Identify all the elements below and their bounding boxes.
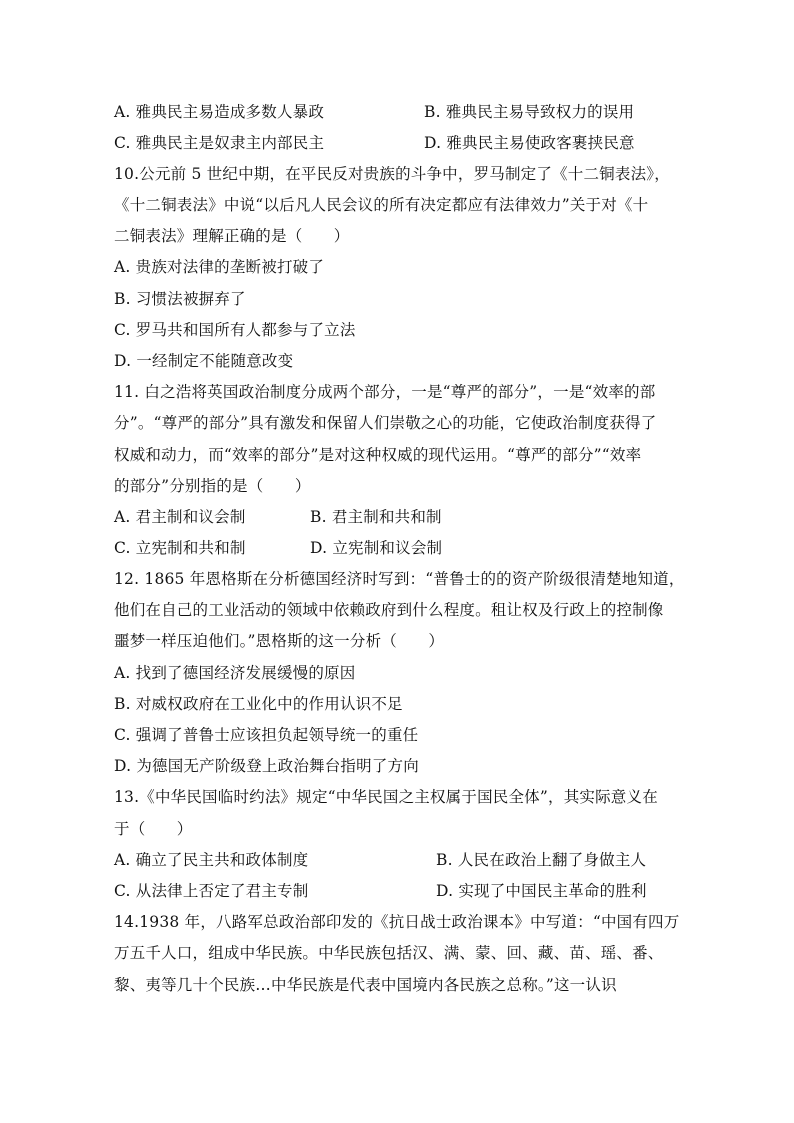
q9-option-b: B. 雅典民主易导致权力的误用 (424, 103, 635, 121)
q11-option-d: D. 立宪制和议会制 (310, 539, 443, 557)
q10-stem-line-3: 二铜表法》理解正确的是（ ） (114, 227, 350, 245)
q11-option-c: C. 立宪制和共和制 (114, 539, 246, 557)
q14-stem-line-2: 万五千人口，组成中华民族。中华民族包括汉、满、蒙、回、藏、苗、瑶、番、 (114, 944, 664, 962)
q13-option-c: C. 从法律上否定了君主专制 (114, 882, 309, 900)
q11-stem-line-4: 的部分”分别指的是（ ） (114, 477, 311, 495)
q14-stem-line-3: 黎、夷等几十个民族…中华民族是代表中国境内各民族之总称。”这一认识 (114, 976, 617, 994)
q11-option-b: B. 君主制和共和制 (310, 508, 442, 526)
q11-stem-line-1: 11. 白之浩将英国政治制度分成两个部分，一是“尊严的部分”，一是“效率的部 (114, 383, 656, 401)
q12-option-a: A. 找到了德国经济发展缓慢的原因 (114, 664, 356, 682)
q13-stem-line-1: 13.《中华民国临时约法》规定“中华民国之主权属于国民全体”，其实际意义在 (114, 788, 658, 806)
q13-option-a: A. 确立了民主共和政体制度 (114, 851, 309, 869)
q10-stem-line-2: 《十二铜表法》中说“以后凡人民会议的所有决定都应有法律效力”关于对《十 (114, 196, 649, 214)
q11-option-a: A. 君主制和议会制 (114, 508, 246, 526)
q13-option-b: B. 人民在政治上翻了身做主人 (436, 851, 647, 869)
q9-option-a: A. 雅典民主易造成多数人暴政 (114, 103, 325, 121)
q14-stem-line-1: 14.1938 年，八路军总政治部印发的《抗日战士政治课本》中写道：“中国有四万 (114, 913, 680, 931)
q10-option-d: D. 一经制定不能随意改变 (114, 352, 294, 370)
q9-option-c: C. 雅典民主是奴隶主内部民主 (114, 134, 325, 152)
q10-option-c: C. 罗马共和国所有人都参与了立法 (114, 321, 356, 339)
q12-stem-line-1: 12. 1865 年恩格斯在分析德国经济时写到：“普鲁士的的资产阶级很清楚地知道， (114, 570, 685, 588)
q12-option-d: D. 为德国无产阶级登上政治舞台指明了方向 (114, 757, 419, 775)
q12-option-c: C. 强调了普鲁士应该担负起领导统一的重任 (114, 726, 419, 744)
q13-option-d: D. 实现了中国民主革命的胜利 (436, 882, 647, 900)
q11-stem-line-2: 分”。“尊严的部分”具有激发和保留人们崇敬之心的功能，它使政治制度获得了 (114, 414, 657, 432)
q12-option-b: B. 对威权政府在工业化中的作用认识不足 (114, 695, 403, 713)
q12-stem-line-3: 噩梦一样压迫他们。”恩格斯的这一分析（ ） (114, 632, 445, 650)
q11-stem-line-3: 权威和动力，而“效率的部分”是对这种权威的现代运用。“尊严的部分”“效率 (114, 446, 642, 464)
q10-option-a: A. 贵族对法律的垄断被打破了 (114, 258, 325, 276)
q9-option-d: D. 雅典民主易使政客裹挟民意 (424, 134, 635, 152)
q10-stem-line-1: 10.公元前 5 世纪中期，在平民反对贵族的斗争中，罗马制定了《十二铜表法》， (114, 165, 670, 183)
q13-stem-line-2: 于（ ） (114, 820, 193, 838)
q10-option-b: B. 习惯法被摒弃了 (114, 290, 246, 308)
q12-stem-line-2: 他们在自己的工业活动的领域中依赖政府到什么程度。租让权及行政上的控制像 (114, 601, 664, 619)
